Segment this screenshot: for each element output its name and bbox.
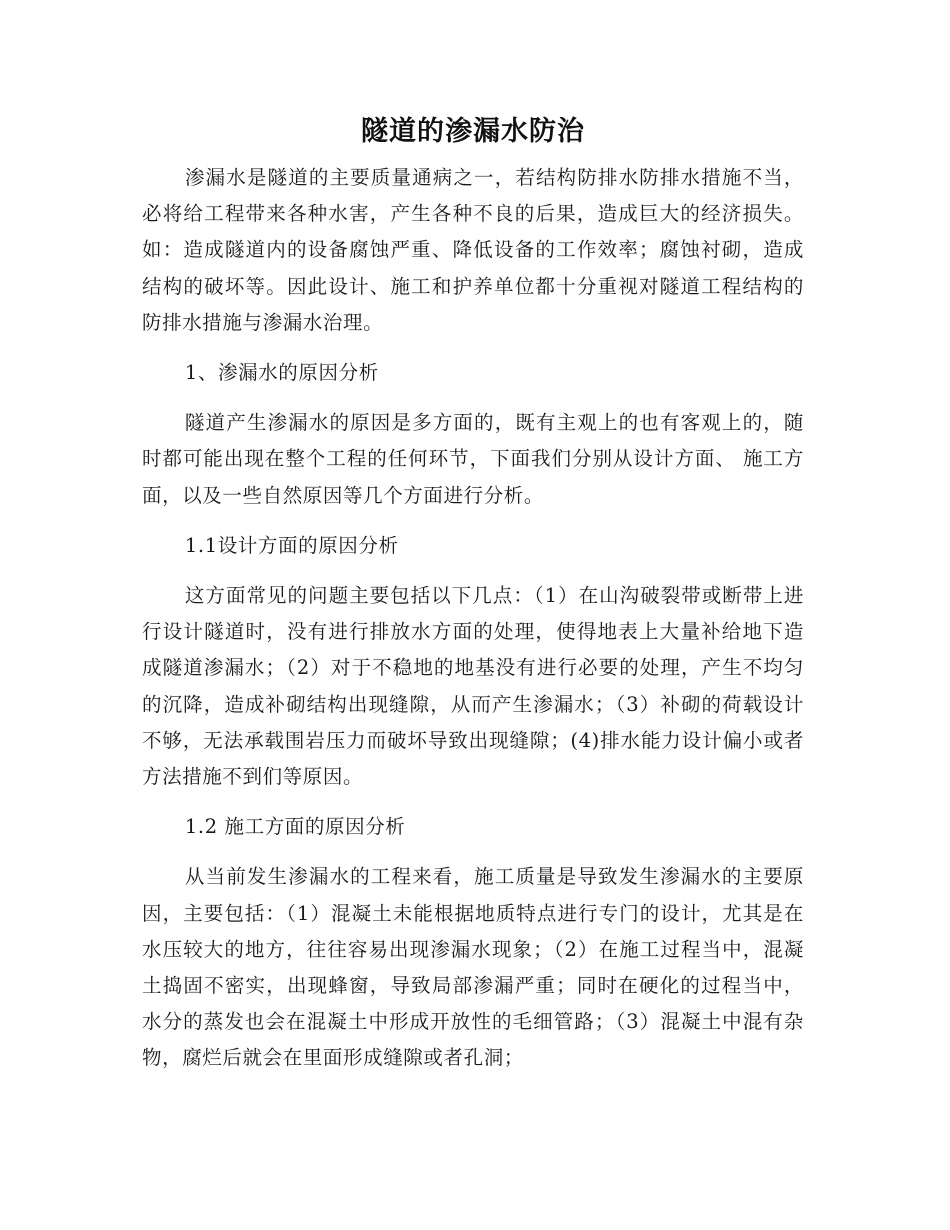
paragraph-construction-causes: 从当前发生渗漏水的工程来看，施工质量是导致发生渗漏水的主要原因，主要包括：（1）混凝土未能根据地质特点进行专门的设计，尤其是在水压较大的地方，往往容易出现渗漏水现象；（2）在施工过程当中，混凝土捣固不密实，出现蜂窗，导致局部渗漏严重；同时在硬化的过程当中，水分的蒸发也会在混凝土中形成开放性的毛细管路；（3）混凝土中混有杂物，腐烂后就会在里面形成缝隙或者孔洞； xyxy=(142,865,804,1070)
section-heading-1-2: 1.2 施工方面的原因分析 xyxy=(184,815,406,839)
paragraph-design-causes: 这方面常见的问题主要包括以下几点：（1）在山沟破裂带或断带上进行设计隧道时，没有进行排放水方面的处理，使得地表上大量补给地下造成隧道渗漏水；（2）对于不稳地的地基没有进行必要的处理，产生不均匀的沉降，造成补砌结构出现缝隙，从而产生渗漏水；（3）补砌的荷载设计不够，无法承载围岩压力而破坏导致出现缝隙；(4)排水能力设计偏小或者方法措施不到们等原因。 xyxy=(142,584,804,789)
paragraph-causes-overview: 隧道产生渗漏水的原因是多方面的，既有主观上的也有客观上的，随时都可能出现在整个工程的任何环节，下面我们分别从设计方面、 施工方面，以及一些自然原因等几个方面进行分析。 xyxy=(142,411,804,507)
document-body xyxy=(142,112,804,1091)
paragraph-intro: 渗漏水是隧道的主要质量通病之一，若结构防排水防排水措施不当，必将给工程带来各种水害，产生各种不良的后果，造成巨大的经济损失。如：造成隧道内的设备腐蚀严重、降低设备的工作效率；腐蚀衬砌，造成结构的破坏等。因此设计、施工和护养单位都十分重视对隧道工程结构的防排水措施与渗漏水治理。 xyxy=(142,166,804,334)
section-heading-1-1: 1.1设计方面的原因分析 xyxy=(184,533,399,557)
section-heading-1: 1、渗漏水的原因分析 xyxy=(184,361,379,385)
document-title: 隧道的渗漏水防治 xyxy=(361,116,585,147)
